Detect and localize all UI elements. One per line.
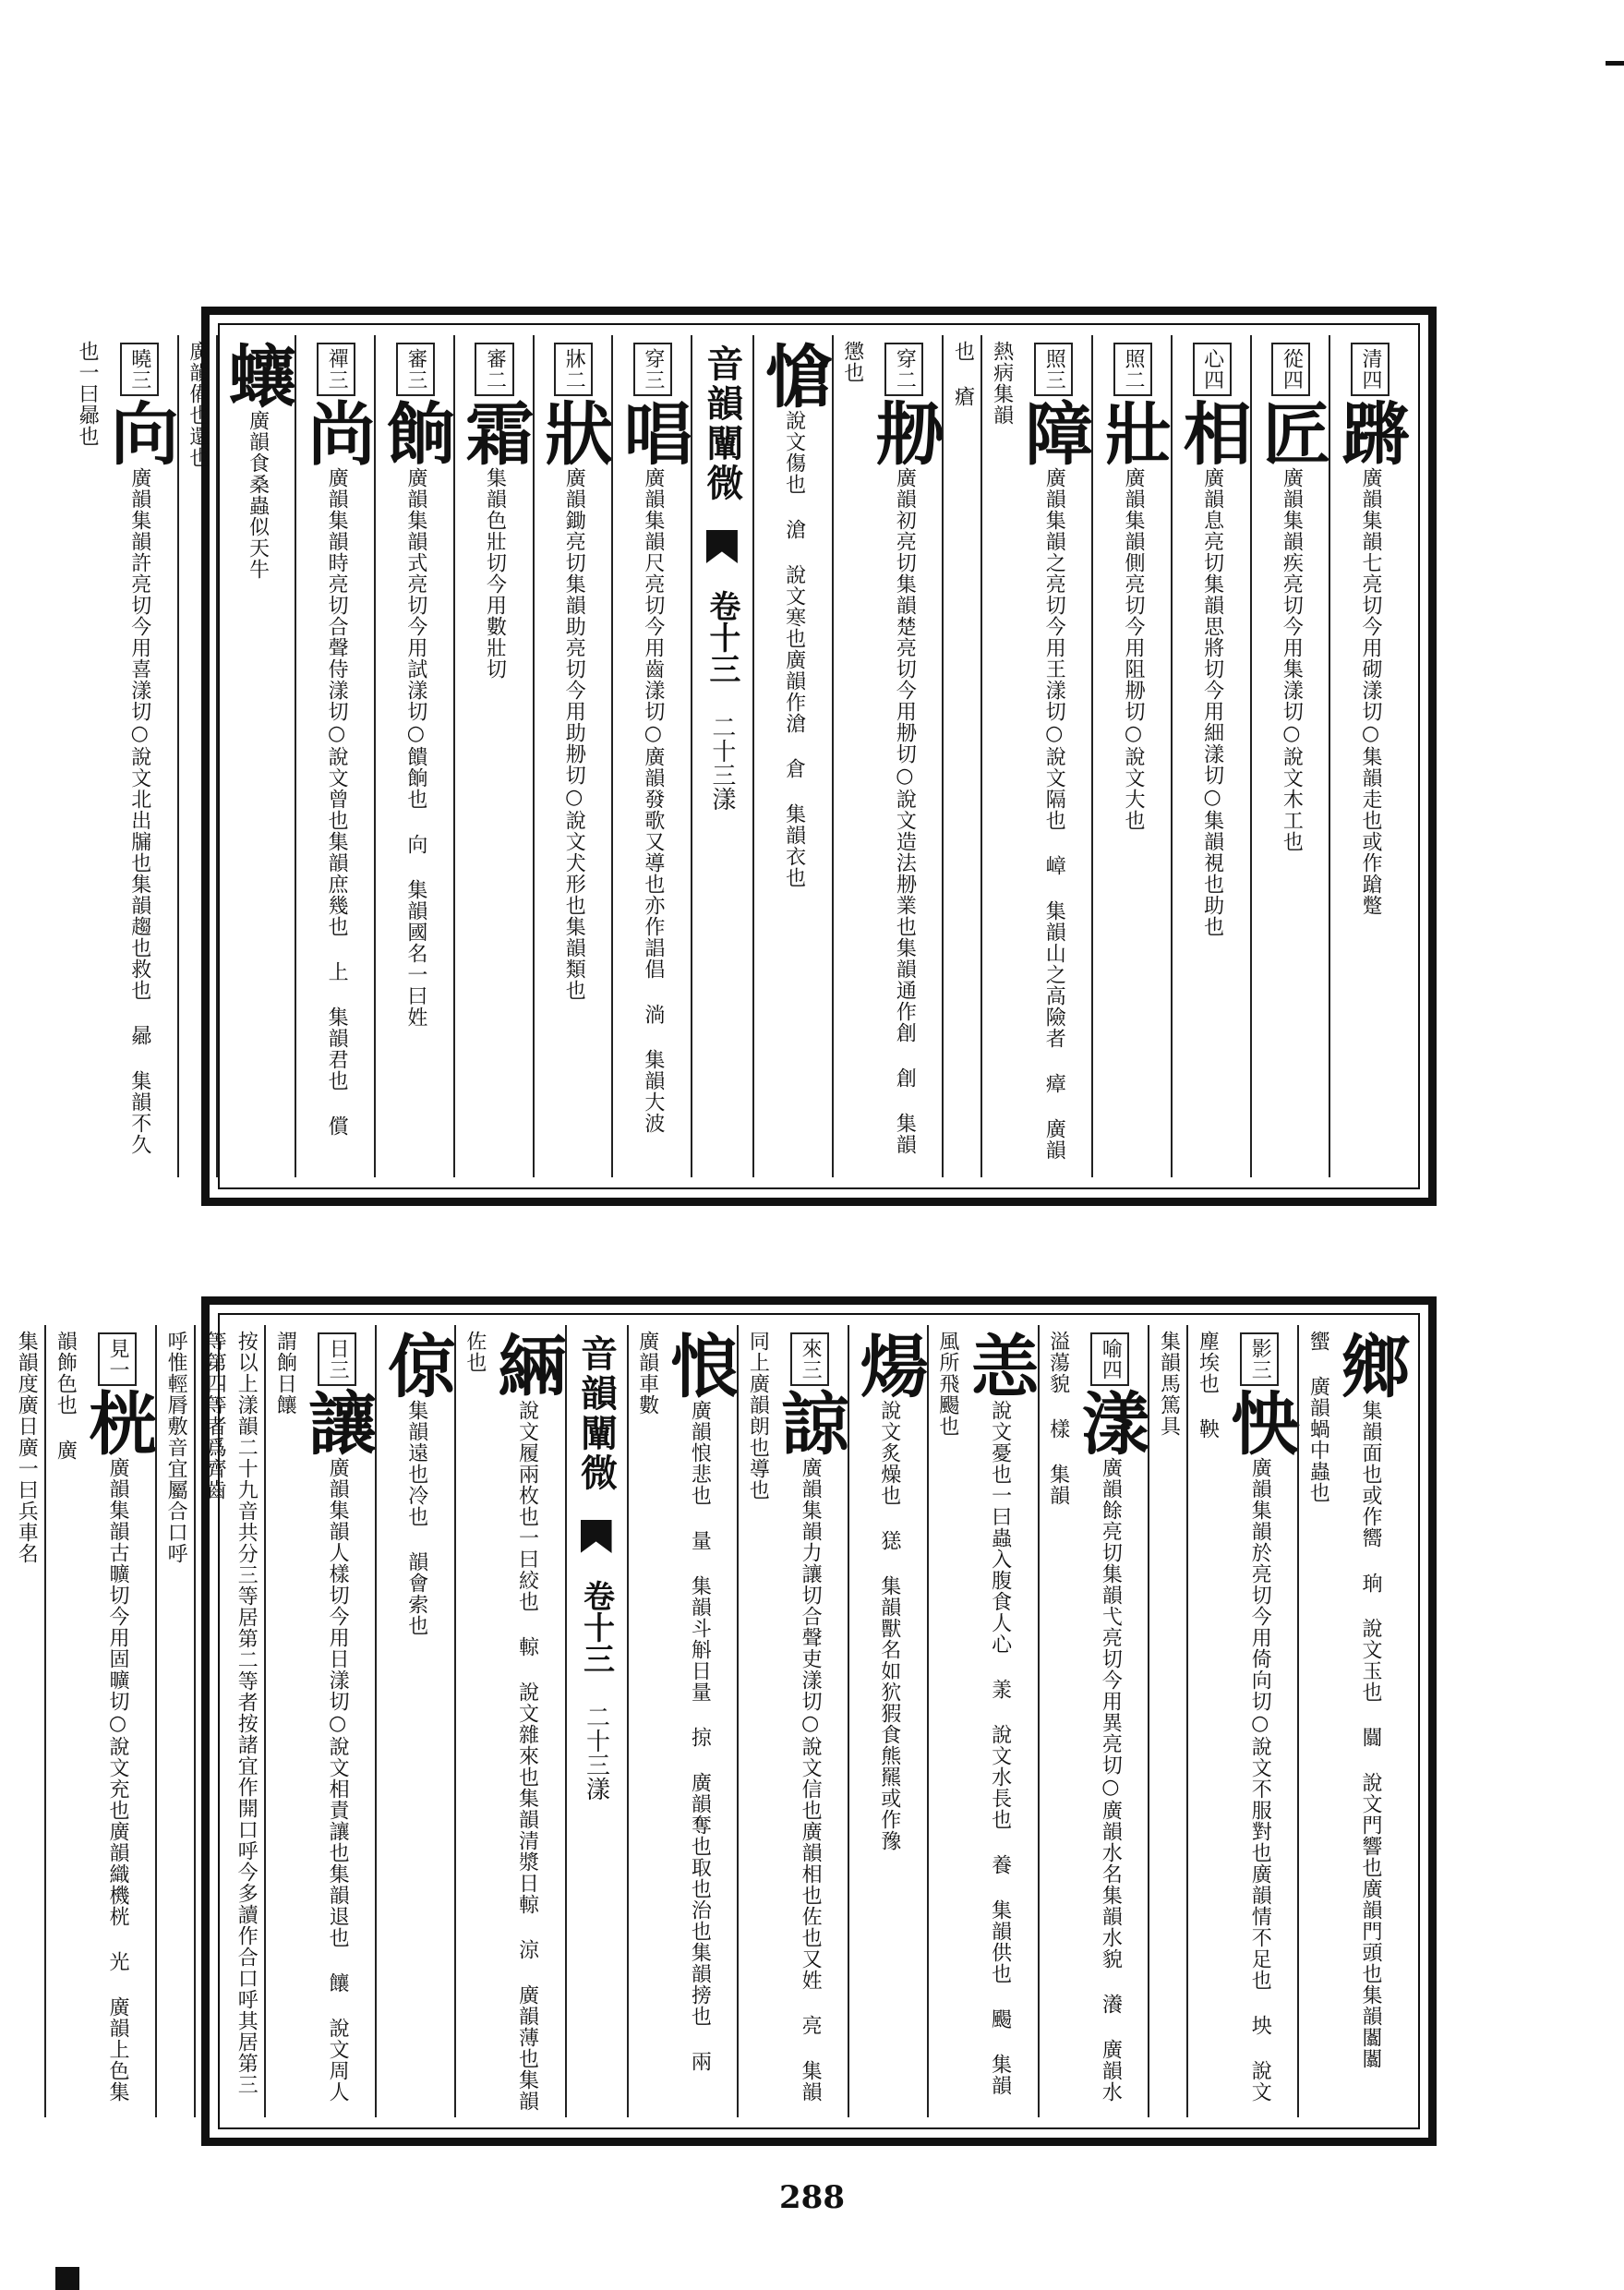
head-character: 匠 [1251, 398, 1331, 467]
text-column [980, 335, 1094, 1177]
head-character: 尚 [296, 398, 377, 467]
text-column [1171, 335, 1250, 1177]
head-character: 讓 [297, 1388, 378, 1457]
gloss-text: 說文憂也一曰蟲入腹食人心 羕 說文水長也 養 集韻供也 颺 集韻風所飛颺也 [935, 1331, 1012, 2096]
text-column [264, 1325, 378, 2117]
gloss-text: 廣韻息亮切集韻思將切今用細漾切○集韻視也助也 [1200, 467, 1224, 937]
gloss-text: 說文傷也 滄 說文寒也廣韻作滄 倉 集韻衣也 [782, 410, 806, 888]
top-page-panel [76, 307, 1437, 1206]
text-column [155, 1325, 194, 2117]
initial-label: 見一 [98, 1332, 137, 1386]
centre-fold-column [691, 335, 754, 1177]
head-character: 倞 [376, 1331, 456, 1400]
head-character: 悢 [659, 1331, 740, 1400]
gloss-text: 廣韻集韻時亮切合聲侍漾切○說文曾也集韻庶幾也 上 集韻君也 償 [325, 467, 349, 1137]
rhyme-tag: 二十三漾 [707, 715, 736, 811]
gloss-text: 廣韻集韻式亮切今用試漾切○饋餉也 向 集韻國名一曰姓 [403, 467, 427, 1028]
gloss-text: 說文履兩枚也一曰絞也 輬 說文雜來也集韻清漿日輬 涼 廣韻薄也集韻佐也 [463, 1331, 539, 2112]
head-character: 鄉 [1330, 1331, 1410, 1400]
gloss-text: 廣韻備也還也 [186, 341, 210, 468]
initial-label: 審二 [475, 343, 513, 396]
gloss-text: 廣韻餘亮切集韻弋亮切今用異亮切○廣韻水名集韻水貌 瀁 廣韻水溢蕩貌 樣 集韻 [1046, 1331, 1123, 2103]
fishtail-ornament-icon [581, 1520, 612, 1553]
bottom-left-half [7, 1325, 567, 2117]
text-column [1148, 1325, 1186, 2117]
initial-label: 喻四 [1090, 1332, 1129, 1386]
gloss-text: 呼惟輕脣敷音宜屬合口呼 [164, 1331, 188, 1564]
head-character: 蹡 [1330, 398, 1410, 467]
gloss-text: 集韻度廣日廣一曰兵車名 [15, 1331, 39, 1564]
page-number: 288 [779, 2179, 845, 2216]
corner-mark [1606, 61, 1624, 66]
head-character: 桄 [78, 1388, 157, 1457]
gloss-text: 廣韻集韻古曠切今用固曠切○說文充也廣韻織機桄 光 廣韻上色集韻飾色也 廣 [54, 1331, 129, 2103]
gloss-text: 廣韻悢悲也 量 集韻斗斛日量 掠 廣韻奪也取也治也集韻搒也 兩 廣韻車數 [635, 1331, 712, 2072]
head-character: 餉 [375, 398, 455, 467]
head-character: 愴 [753, 341, 834, 410]
text-column [375, 1325, 454, 2117]
rhyme-tag: 二十三漾 [582, 1705, 610, 1801]
gloss-text: 廣韻集韻側亮切今用阻刱切○說文大也 [1121, 467, 1145, 831]
juan-label: 卷十三 [577, 1580, 615, 1674]
fishtail-ornament-icon [706, 530, 738, 563]
head-character: 唱 [612, 398, 692, 467]
initial-label: 曉三 [120, 343, 159, 396]
juan-label: 卷十三 [703, 590, 740, 684]
head-character: 怏 [1220, 1388, 1300, 1457]
gloss-text: 廣韻鋤亮切集韻助亮切今用助刱切○說文犬形也集韻類也 [562, 467, 586, 1001]
gloss-text: 按以上漾韻二十九音共分三等居第二等者按諸宜作開口呼今多讀作合口呼其居第三等第四等者爲齊齒 [203, 1331, 259, 2095]
centre-fold-column [565, 1325, 629, 2117]
head-character: 諒 [770, 1388, 850, 1457]
gloss-text: 廣韻集韻疾亮切今用集漾切○說文木工也 [1280, 467, 1304, 852]
initial-label: 審三 [396, 343, 435, 396]
text-column [177, 335, 216, 1177]
text-column [194, 1325, 264, 2117]
initial-label: 影三 [1240, 1332, 1279, 1386]
head-character: 恙 [959, 1331, 1040, 1400]
book-title: 音韻闡微 [700, 344, 744, 503]
head-character: 煬 [848, 1331, 929, 1400]
text-column [533, 335, 612, 1177]
text-column [216, 335, 295, 1177]
initial-label: 來三 [790, 1332, 829, 1386]
initial-label: 日三 [318, 1332, 356, 1386]
bottom-page-panel [15, 1296, 1437, 2146]
text-column [611, 335, 691, 1177]
initial-label: 禪三 [317, 343, 355, 396]
initial-label: 穿二 [884, 343, 923, 396]
text-column [754, 335, 832, 1177]
text-column [295, 335, 377, 1177]
text-column [942, 335, 980, 1177]
initial-label: 照二 [1113, 343, 1152, 396]
initial-label: 牀二 [554, 343, 593, 396]
gloss-text: 集韻面也或作嚮 珦 說文玉也 闒 說文門響也廣韻門頭也集韻闟闟 蠁 廣韻蝸中蟲也 [1306, 1331, 1382, 2069]
initial-label: 清四 [1351, 343, 1389, 396]
gloss-text: 廣韻集韻許亮切今用喜漾切○說文北出牖也集韻趨也救也 曏 集韻不久也一曰曏也 [76, 341, 151, 1155]
head-character: 緉 [487, 1331, 567, 1400]
gloss-text: 也 瘡 [951, 341, 975, 407]
gloss-text: 集韻馬篤具 [1157, 1331, 1181, 1437]
gloss-text: 廣韻初亮切集韻楚亮切今用刱切○說文造法刱業也集韻通作創 創 集韻懲也 [840, 341, 917, 1155]
gloss-text: 廣韻集韻七亮切今用砌漾切○集韻走也或作蹌蹩 [1359, 467, 1382, 916]
top-columns [76, 335, 1410, 1177]
gloss-text: 廣韻集韻人樣切今用日漾切○說文相責讓也集韻退也 饟 說文周人謂餉日饟 [273, 1331, 350, 2103]
head-character: 相 [1172, 398, 1252, 467]
head-character: 障 [1014, 398, 1094, 467]
text-column [832, 335, 943, 1177]
scan-edge-mark [55, 2267, 79, 2290]
text-column [374, 335, 453, 1177]
gloss-text: 集韻色壯切今用數壯切 [483, 467, 507, 680]
initial-label: 照三 [1034, 343, 1073, 396]
gloss-text: 說文炙燥也 㺊 集韻獸名如狖猳食熊羆或作豫 [877, 1400, 901, 1851]
text-column [1329, 335, 1408, 1177]
gloss-text: 廣韻集韻力讓切合聲吏漾切○說文信也廣韻相也佐也又姓 亮 集韻同上廣韻朗也導也 [746, 1331, 823, 2103]
head-character: 漾 [1070, 1388, 1150, 1457]
text-column [629, 1325, 738, 2117]
head-character: 狀 [534, 398, 614, 467]
text-column [1186, 1325, 1300, 2117]
gloss-text: 廣韻食桑蟲似天牛 [246, 410, 270, 580]
text-column [7, 1325, 44, 2117]
text-column [1038, 1325, 1149, 2117]
text-column [1091, 335, 1171, 1177]
initial-label: 心四 [1193, 343, 1232, 396]
text-column [737, 1325, 848, 2117]
top-left-half [68, 335, 691, 1177]
head-character: 向 [99, 398, 179, 467]
gloss-text: 廣韻集韻於亮切今用倚向切○說文不服對也廣韻情不足也 坱 說文塵埃也 鞅 [1196, 1331, 1272, 2103]
gloss-text: 集韻遠也冷也 韻會索也 [404, 1400, 428, 1636]
text-column [1250, 335, 1329, 1177]
head-character: 壯 [1092, 398, 1173, 467]
gloss-text: 廣韻集韻尺亮切今用齒漾切○廣韻發歌又導也亦作誯倡 淌 集韻大波 [641, 467, 665, 1134]
bottom-columns [15, 1325, 1410, 2117]
head-character: 霜 [454, 398, 535, 467]
text-column [68, 335, 177, 1177]
head-character: 刱 [864, 398, 944, 467]
text-column [453, 335, 533, 1177]
initial-label: 穿三 [633, 343, 672, 396]
initial-label: 從四 [1271, 343, 1310, 396]
text-column [454, 1325, 565, 2117]
bottom-right-half [629, 1325, 1408, 2117]
text-column [848, 1325, 927, 2117]
text-column [927, 1325, 1038, 2117]
text-column [44, 1325, 155, 2117]
text-column [1297, 1325, 1408, 2117]
top-right-half [754, 335, 1408, 1177]
book-title: 音韻闡微 [574, 1334, 619, 1493]
gloss-text: 廣韻集韻之亮切今用王漾切○說文隔也 嶂 集韻山之高險者 瘴 廣韻熱病集韻 [990, 341, 1066, 1161]
head-character: 蠰 [217, 341, 297, 410]
